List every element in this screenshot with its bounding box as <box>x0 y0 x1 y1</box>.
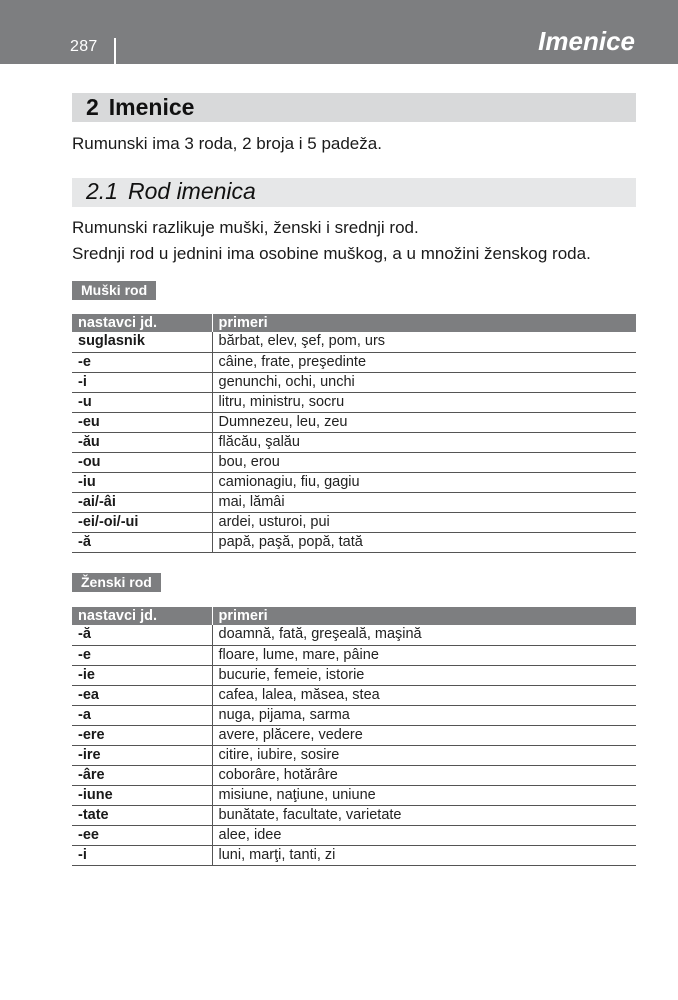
examples-cell: ardei, usturoi, pui <box>212 512 636 532</box>
table-row <box>72 432 636 452</box>
ending-cell: -iune <box>72 785 212 805</box>
subsection-paragraph: Rumunski razlikuje muški, ženski i srednji rod. <box>72 218 419 237</box>
table-row <box>72 452 636 472</box>
column-header-examples: primeri <box>212 314 636 332</box>
examples-cell: floare, lume, mare, pâine <box>212 645 636 665</box>
ending-cell: -i <box>72 845 212 865</box>
masculine-table <box>72 314 636 553</box>
examples-cell: avere, plăcere, vedere <box>212 725 636 745</box>
table-row <box>72 532 636 552</box>
feminine-table <box>72 607 636 866</box>
ending-cell: -e <box>72 352 212 372</box>
ending-cell: -ire <box>72 745 212 765</box>
table-row <box>72 352 636 372</box>
ending-cell: -a <box>72 705 212 725</box>
examples-cell: luni, marţi, tanti, zi <box>212 845 636 865</box>
table-row <box>72 845 636 865</box>
ending-cell: -ă <box>72 532 212 552</box>
table-row <box>72 665 636 685</box>
header-divider <box>114 38 116 64</box>
table-header-row <box>72 607 636 625</box>
column-header-examples: primeri <box>212 607 636 625</box>
ending-cell: -âre <box>72 765 212 785</box>
examples-cell: câine, frate, preşedinte <box>212 352 636 372</box>
examples-cell: camionagiu, fiu, gagiu <box>212 472 636 492</box>
ending-cell: -ere <box>72 725 212 745</box>
section-title: Imenice <box>108 94 195 120</box>
table-row <box>72 645 636 665</box>
ending-cell: -ee <box>72 825 212 845</box>
page-number: 287 <box>70 38 98 55</box>
table-row <box>72 412 636 432</box>
masculine-label: Muški rod <box>72 281 156 300</box>
section-heading <box>86 94 194 121</box>
running-title: Imenice <box>538 26 635 56</box>
table-row <box>72 685 636 705</box>
table-row <box>72 512 636 532</box>
ending-cell: -iu <box>72 472 212 492</box>
examples-cell: bunătate, facultate, varietate <box>212 805 636 825</box>
examples-cell: genunchi, ochi, unchi <box>212 372 636 392</box>
examples-cell: alee, idee <box>212 825 636 845</box>
subsection-title: Rod imenica <box>127 178 256 204</box>
ending-cell: -ou <box>72 452 212 472</box>
examples-cell: bucurie, femeie, istorie <box>212 665 636 685</box>
subsection-heading <box>86 178 256 205</box>
ending-cell: -u <box>72 392 212 412</box>
table-row <box>72 625 636 645</box>
examples-cell: bărbat, elev, şef, pom, urs <box>212 332 636 352</box>
table-row <box>72 705 636 725</box>
table-row <box>72 765 636 785</box>
column-header-endings: nastavci jd. <box>72 607 212 625</box>
examples-cell: litru, ministru, socru <box>212 392 636 412</box>
ending-cell: -ie <box>72 665 212 685</box>
examples-cell: mai, lămâi <box>212 492 636 512</box>
ending-cell: -e <box>72 645 212 665</box>
ending-cell: -ău <box>72 432 212 452</box>
examples-cell: papă, paşă, popă, tată <box>212 532 636 552</box>
table-row <box>72 825 636 845</box>
ending-cell: suglasnik <box>72 332 212 352</box>
table-row <box>72 392 636 412</box>
examples-cell: coborâre, hotărâre <box>212 765 636 785</box>
table-row <box>72 332 636 352</box>
examples-cell: bou, erou <box>212 452 636 472</box>
examples-cell: doamnă, fată, greşeală, maşină <box>212 625 636 645</box>
table-row <box>72 805 636 825</box>
table-row <box>72 372 636 392</box>
table-row <box>72 725 636 745</box>
table-row <box>72 745 636 765</box>
section-intro: Rumunski ima 3 roda, 2 broja i 5 padeža. <box>72 134 382 153</box>
section-number: 2 <box>86 94 99 120</box>
feminine-label: Ženski rod <box>72 573 161 592</box>
ending-cell: -tate <box>72 805 212 825</box>
ending-cell: -ai/-âi <box>72 492 212 512</box>
examples-cell: flăcău, şalău <box>212 432 636 452</box>
table-row <box>72 785 636 805</box>
examples-cell: nuga, pijama, sarma <box>212 705 636 725</box>
table-row <box>72 472 636 492</box>
subsection-paragraph: Srednji rod u jednini ima osobine muškog, a u množini ženskog roda. <box>72 244 591 263</box>
ending-cell: -i <box>72 372 212 392</box>
subsection-number: 2.1 <box>86 178 118 204</box>
examples-cell: citire, iubire, sosire <box>212 745 636 765</box>
ending-cell: -eu <box>72 412 212 432</box>
column-header-endings: nastavci jd. <box>72 314 212 332</box>
examples-cell: Dumnezeu, leu, zeu <box>212 412 636 432</box>
ending-cell: -ă <box>72 625 212 645</box>
table-row <box>72 492 636 512</box>
ending-cell: -ei/-oi/-ui <box>72 512 212 532</box>
examples-cell: misiune, naţiune, uniune <box>212 785 636 805</box>
ending-cell: -ea <box>72 685 212 705</box>
table-header-row <box>72 314 636 332</box>
examples-cell: cafea, lalea, măsea, stea <box>212 685 636 705</box>
